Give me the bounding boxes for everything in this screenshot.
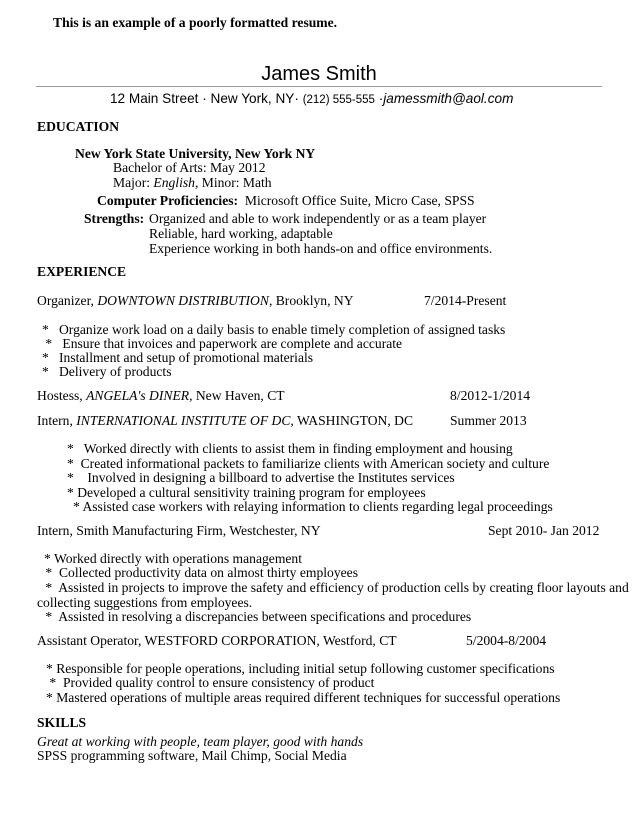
job-dates: 5/2004-8/2004	[466, 633, 547, 648]
job-title-line	[37, 413, 413, 428]
contact-phone: (212) 555-555	[302, 94, 375, 106]
strengths-label: Strengths:	[84, 211, 145, 226]
job-bullet: * Collected productivity data on almost thirty employees	[42, 565, 358, 580]
job-title: Hostess,	[37, 388, 87, 403]
contact-city: New York, NY	[210, 91, 295, 106]
example-note: This is an example of a poorly formatted resume.	[53, 15, 338, 30]
resume-name: James Smith	[261, 63, 377, 85]
skills-heading: SKILLS	[37, 715, 87, 730]
job-company: INTERNATIONAL INSTITUTE OF DC	[76, 413, 291, 428]
contact-address: 12 Main Street	[110, 91, 199, 106]
job-location: , New Haven, CT	[189, 388, 285, 403]
skills-line: Great at working with people, team player, good with hands	[37, 734, 364, 749]
job-bullet: * Ensure that invoices and paperwork are complete and accurate	[42, 336, 403, 351]
strength-item: Reliable, hard working, adaptable	[149, 226, 333, 241]
job-bullet: * Assisted in resolving a discrepancies between specifications and procedures	[42, 609, 472, 624]
education-major	[113, 175, 272, 190]
job-bullet-continuation: collecting suggestions from employees.	[37, 595, 253, 610]
contact-separator: ·	[378, 91, 384, 106]
job-title-line: Assistant Operator, WESTFORD CORPORATION, Westford, CT	[37, 633, 397, 648]
job-dates: 7/2014-Present	[424, 293, 507, 308]
job-dates: Summer 2013	[450, 413, 527, 428]
job-location: , Brooklyn, NY	[268, 293, 354, 308]
job-bullet: * Assisted in projects to improve the safety and efficiency of production cells by creating floor layouts and	[42, 580, 629, 595]
minor-value: Minor: Math	[198, 175, 272, 190]
contact-separator: ·	[294, 91, 299, 106]
contact-line	[110, 91, 513, 108]
major-value: English,	[153, 175, 199, 190]
job-bullet: * Developed a cultural sensitivity training program for employees	[67, 485, 426, 500]
job-company: DOWNTOWN DISTRIBUTION	[97, 293, 269, 308]
job-bullet: * Installment and setup of promotional materials	[42, 350, 314, 365]
contact-separator: ·	[202, 91, 207, 106]
skills-line: SPSS programming software, Mail Chimp, Social Media	[37, 748, 347, 763]
experience-heading: EXPERIENCE	[37, 264, 127, 279]
education-heading: EDUCATION	[37, 119, 120, 134]
education-school: New York State University, New York NY	[75, 146, 316, 161]
job-bullet: * Worked directly with clients to assist them in finding employment and housing	[67, 441, 513, 456]
job-title-line: Intern, Smith Manufacturing Firm, Westchester, NY	[37, 523, 321, 538]
major-label: Major:	[113, 175, 154, 190]
job-title-line	[37, 293, 354, 308]
header-rule	[36, 86, 602, 87]
education-degree: Bachelor of Arts: May 2012	[113, 160, 266, 175]
job-bullet: * Mastered operations of multiple areas required different techniques for successful operations	[46, 690, 561, 705]
job-title: Intern,	[37, 413, 77, 428]
strength-item: Experience working in both hands-on and office environments.	[149, 241, 493, 256]
job-bullet: * Delivery of products	[42, 364, 172, 379]
job-bullet: * Provided quality control to ensure consistency of product	[46, 675, 375, 690]
job-location: , WASHINGTON, DC	[290, 413, 414, 428]
job-bullet: * Assisted case workers with relaying information to clients regarding legal proceedings	[73, 499, 553, 514]
job-bullet: * Involved in designing a billboard to advertise the Institutes services	[67, 470, 455, 485]
proficiencies-value: Microsoft Office Suite, Micro Case, SPSS	[244, 193, 475, 208]
job-dates: 8/2012-1/2014	[450, 388, 531, 403]
strength-item: Organized and able to work independently or as a team player	[149, 211, 487, 226]
contact-email: jamessmith@aol.com	[383, 91, 514, 106]
proficiencies-label: Computer Proficiencies:	[97, 193, 239, 208]
job-dates: Sept 2010- Jan 2012	[488, 523, 600, 538]
job-bullet: * Worked directly with operations management	[44, 551, 302, 566]
job-bullet: * Responsible for people operations, including initial setup following customer specifications	[46, 661, 555, 676]
computer-proficiencies	[97, 193, 475, 208]
job-title-line	[37, 388, 285, 403]
job-title: Organizer,	[37, 293, 98, 308]
job-bullet: * Created informational packets to familiarize clients with American society and culture	[67, 456, 550, 471]
job-bullet: * Organize work load on a daily basis to enable timely completion of assigned tasks	[42, 322, 506, 337]
job-company: ANGELA's DINER	[86, 388, 190, 403]
